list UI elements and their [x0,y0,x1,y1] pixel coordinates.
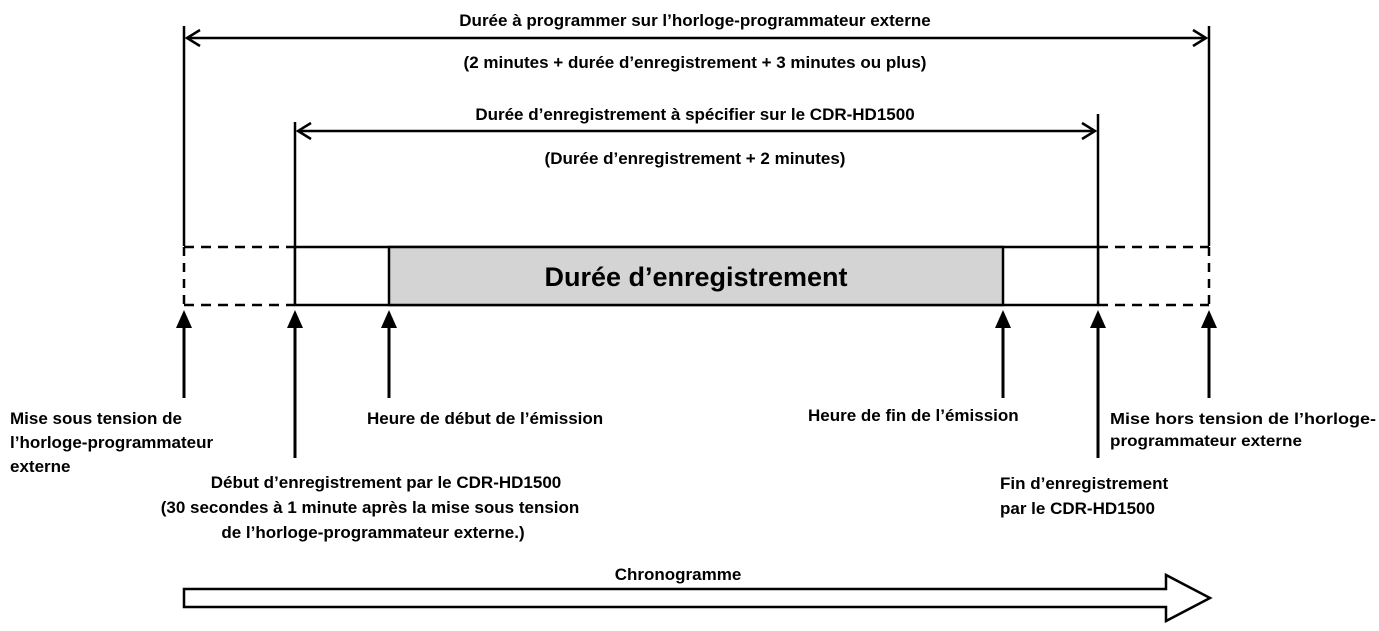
total-span-subtitle: (2 minutes + durée d’enregistrement + 3 minutes ou plus) [463,53,927,72]
device-span-subtitle: (Durée d’enregistrement + 2 minutes) [544,149,846,168]
timer-off-line1: Mise hors tension de l’horloge- [1110,411,1376,428]
arrow-timer-off [1201,310,1217,398]
device-span-title: Durée d’enregistrement à spécifier sur le CDR-HD1500 [475,105,915,124]
timeline-label: Chronogramme [614,565,742,584]
event-label-broadcast-end [808,406,1019,425]
arrow-timer-on [176,310,192,398]
event-label-device-end [1000,474,1168,518]
broadcast-start-line1: Heure de début de l’émission [367,409,604,428]
arrow-device-end [1090,310,1106,458]
event-label-broadcast-start [367,409,603,428]
event-label-timer-off [1110,411,1376,450]
arrow-broadcast-end [995,310,1011,398]
device-start-line1: Début d’enregistrement par le CDR-HD1500 [210,473,562,492]
device-end-line2: par le CDR-HD1500 [1000,499,1155,518]
arrow-device-start [287,310,303,458]
arrow-broadcast-start [381,310,397,398]
device-end-line1: Fin d’enregistrement [1000,474,1169,493]
timer-off-line2: programmateur externe [1110,433,1303,450]
total-span [184,11,1209,246]
timer-on-line1: Mise sous tension de [10,409,182,428]
event-label-timer-on [10,409,213,476]
recording-band [184,247,1209,305]
total-span-title: Durée à programmer sur l’horloge-programmateur externe [459,11,931,30]
event-arrows [176,310,1217,458]
timer-on-line2: l’horloge-programmateur [10,433,214,452]
event-label-device-start [161,473,580,542]
device-start-line2: (30 secondes à 1 minute après la mise sous tension [160,498,580,517]
recording-block-label: Durée d’enregistrement [544,262,848,292]
timeline [184,565,1210,621]
timer-on-line3: externe [10,457,71,476]
broadcast-end-line1: Heure de fin de l’émission [808,406,1019,425]
device-start-line3: de l’horloge-programmateur externe.) [221,523,525,542]
